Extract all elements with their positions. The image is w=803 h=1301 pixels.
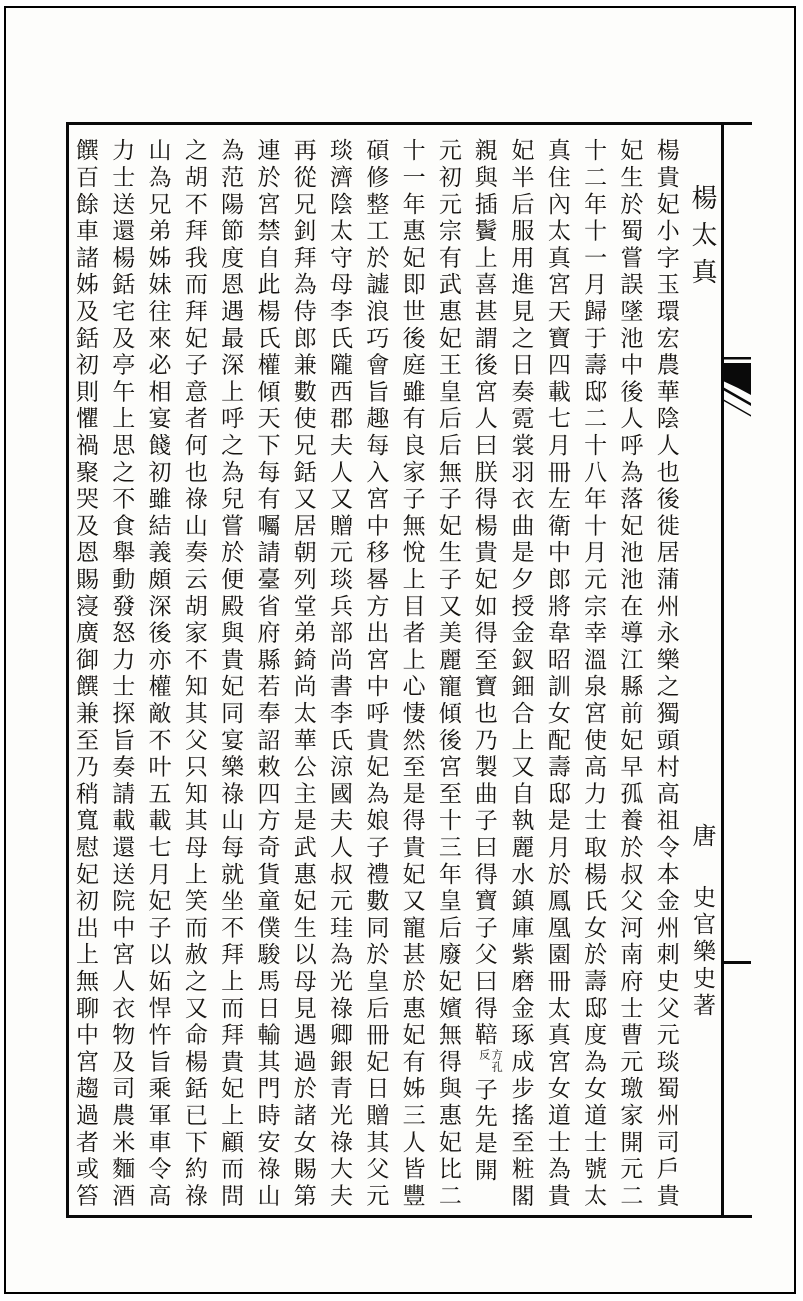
- column-text: 真住內太真宮天寶四載七月冊左衛中郎將韋昭訓女配壽邸是月於鳳凰園冊太真宮女道士為貴: [543, 138, 570, 1210]
- column-text: 楊貴妃小字玉環宏農華陰人也後徙居蒲州永樂之獨頭村高祖令本金州刺史父元琰蜀州司戶貴: [652, 138, 679, 1210]
- fishtail-mark-icon: [723, 353, 753, 437]
- column-text: 妃生於蜀嘗誤墜池中後人呼為落妃池池在導江縣前妃早孤養於叔父河南府士曹元璬家開元二: [616, 138, 643, 1210]
- book-title: 楊太真: [687, 184, 717, 295]
- banxin-divider-line: [721, 122, 724, 1218]
- text-column-12: [248, 138, 284, 1214]
- text-column-16: [103, 138, 139, 1214]
- author-attribution: 史官樂史著: [689, 885, 715, 1020]
- text-column-15: [139, 138, 175, 1214]
- column-text: 山為兄弟姊妹往來必相宴餞初雖結義頗深後亦權敵不叶五載七月妃子以妬悍忤旨乘軍車令高: [144, 138, 171, 1210]
- text-column-10: [321, 138, 357, 1214]
- title-column: [684, 138, 720, 1214]
- text-column-8: [393, 138, 429, 1214]
- text-column-17: [67, 138, 103, 1214]
- column-text: 饌百餘車諸姊及銛初則懼禍聚哭及恩賜寖廣御饌兼至乃稍寬慰妃初出上無聊中宮趨過者或笞: [71, 138, 98, 1210]
- text-column-13: [212, 138, 248, 1214]
- text-column-7: [430, 138, 466, 1214]
- banxin-tick-line: [723, 961, 751, 964]
- text-column-9: [357, 138, 393, 1214]
- column-text: 妃半后服用進見之日奏霓裳羽衣曲是夕授金釵鈿合上又自執麗水鎮庫紫磨金琢成步搖至粧閣: [507, 138, 534, 1210]
- text-column-5: [502, 138, 538, 1214]
- column-text: 子先是開: [470, 1077, 497, 1185]
- column-text: 再從兄釗拜為侍郎兼數使兄銛又居朝列堂弟錡尚太華公主是武惠妃生以母見遇過於諸女賜第: [289, 138, 316, 1210]
- column-text: 為范陽節度恩遇最深上呼之為兒嘗於便殿與貴妃同宴樂祿山每就坐不拜上而拜貴妃上顧而問: [217, 138, 244, 1210]
- text-column-4: [539, 138, 575, 1214]
- text-column-6: [466, 138, 502, 1214]
- text-column-2: [611, 138, 647, 1214]
- text-column-1: [647, 138, 683, 1214]
- text-column-3: [575, 138, 611, 1214]
- phonetic-gloss-note: 方孔反: [477, 1049, 504, 1074]
- column-text: 十二年十一月歸于壽邸二十八年十月元宗幸溫泉宮使高力士取楊氏女於壽邸度為女道士號太: [580, 138, 607, 1210]
- dynasty-label: 唐: [688, 823, 716, 851]
- text-columns-area: [67, 138, 721, 1216]
- column-text: 力士送還楊銛宅及亭午上思之不食舉動發怒力士探旨奏請載還送院中宮人衣物及司農米麵酒: [108, 138, 135, 1210]
- column-text: 之胡不拜我而拜妃子意者何也祿山奏云胡家不知其父只知其母上笑而赦之又命楊銛已下約祿: [180, 138, 207, 1210]
- column-text: 親與插鬢上喜甚謂後宮人曰朕得楊貴妃如得至寶也乃製曲子曰得寶子父曰得鞛: [470, 138, 497, 1050]
- text-column-14: [176, 138, 212, 1214]
- column-text: 十一年惠妃即世後庭雖有良家子無悅上目者上心悽然至是得貴妃又寵甚於惠妃有姊三人皆豐: [398, 138, 425, 1210]
- column-text: 琰濟陰太守母李氏隴西郡夫人又贈元琰兵部尚書李氏涼國夫人叔元珪為光祿卿銀青光祿大夫: [326, 138, 353, 1210]
- column-text: 碩修整工於譃浪巧會旨趣每入宮中移晷方出宮中呼貴妃為娘子禮數同於皇后冊妃日贈其父元: [362, 138, 389, 1210]
- column-text: 連於宮禁自此楊氏權傾天下每有囑請臺省府縣若奉詔敕四方奇貨童僕駿馬日輸其門時安祿山: [253, 138, 280, 1210]
- text-column-11: [284, 138, 320, 1214]
- column-text: 元初元宗有武惠妃王皇后后無子妃生子又美麗寵傾後宮至十三年皇后廢妃嬪無得與惠妃比二: [434, 138, 461, 1210]
